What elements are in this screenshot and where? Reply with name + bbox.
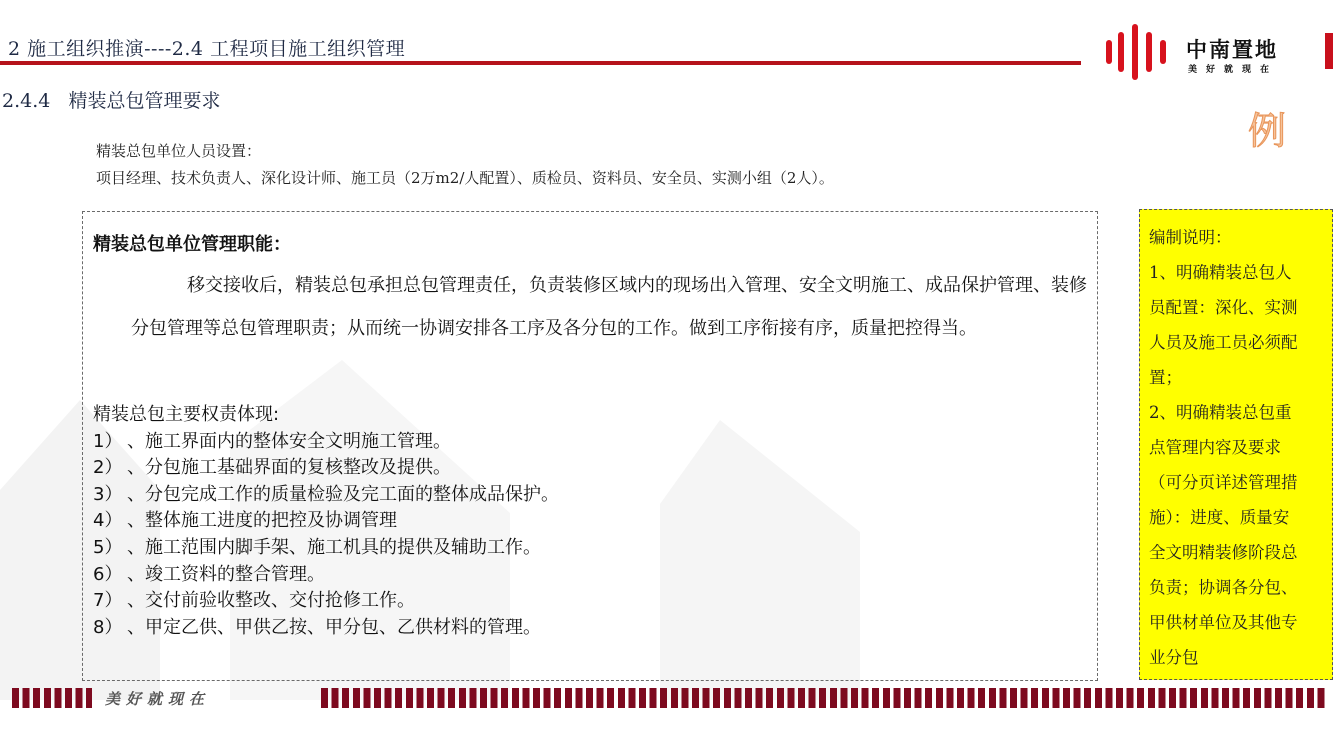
note-line: 置； xyxy=(1149,368,1182,387)
note-line: （可分页详述管理措 xyxy=(1149,473,1298,492)
page-header-title: 2 施工组织推演----2.4 工程项目施工组织管理 xyxy=(8,38,406,60)
section-number: 2.4.4 xyxy=(2,90,51,112)
list-item xyxy=(93,508,559,535)
rights-heading: 精装总包主要权责体现: xyxy=(93,404,280,425)
footer-stripe-right xyxy=(321,688,1325,708)
note-line: 全文明精装修阶段总 xyxy=(1149,543,1298,562)
item-text: 、交付前验收整改、交付抢修工作。 xyxy=(127,590,415,612)
item-number: 2） xyxy=(93,457,123,479)
item-number: 3） xyxy=(93,483,123,505)
note-line: 编制说明： xyxy=(1149,228,1232,247)
item-number: 7） xyxy=(93,590,123,612)
item-number: 5） xyxy=(93,536,123,558)
list-item xyxy=(93,535,559,562)
note-line: 甲供材单位及其他专 xyxy=(1149,613,1298,632)
compilation-note-box xyxy=(1139,209,1333,680)
logo-slogan: 美好就现在 xyxy=(1188,65,1279,75)
item-text: 、分包施工基础界面的复核整改及提供。 xyxy=(127,457,451,479)
item-number: 6） xyxy=(93,563,123,585)
section-title: 精装总包管理要求 xyxy=(68,90,221,112)
list-item xyxy=(93,429,559,456)
note-line: 点管理内容及要求 xyxy=(1149,438,1281,457)
item-number: 4） xyxy=(93,510,123,532)
list-item xyxy=(93,562,559,589)
management-duties-box xyxy=(82,211,1098,681)
sound-wave-bars-icon xyxy=(1104,24,1174,80)
note-line: 施）：进度、质量安 xyxy=(1149,508,1290,527)
note-line: 1、明确精装总包人 xyxy=(1149,263,1292,282)
list-item xyxy=(93,588,559,615)
header-divider xyxy=(0,61,1081,65)
note-line: 2、明确精装总包重 xyxy=(1149,403,1292,422)
duties-paragraph: 移交接收后，精装总包承担总包管理责任，负责装修区域内的现场出入管理、安全文明施工、成品保护管理、装修分包管理等总包管理职责；从而统一协调安排各工序及各分包的工作。做到工序衔接有序，质量把控得当。 xyxy=(131,275,1087,339)
section-heading xyxy=(2,86,221,113)
edge-accent-bar xyxy=(1325,33,1333,69)
footer-slogan: 美好就现在 xyxy=(105,690,211,708)
list-item xyxy=(93,482,559,509)
item-text: 、分包完成工作的质量检验及完工面的整体成品保护。 xyxy=(127,483,559,505)
item-text: 、整体施工进度的把控及协调管理 xyxy=(127,510,397,532)
note-line: 人员及施工员必须配 xyxy=(1149,333,1298,352)
rights-list xyxy=(93,402,559,641)
item-text: 、甲定乙供、甲供乙按、甲分包、乙供材料的管理。 xyxy=(127,616,541,638)
staffing-block xyxy=(96,138,834,192)
item-number: 1） xyxy=(93,430,123,452)
note-line: 员配置：深化、实测 xyxy=(1149,298,1298,317)
item-number: 8） xyxy=(93,616,123,638)
example-stamp-icon: 例 xyxy=(1248,109,1287,153)
item-text: 、施工范围内脚手架、施工机具的提供及辅助工作。 xyxy=(127,536,541,558)
item-text: 、竣工资料的整合管理。 xyxy=(127,563,325,585)
note-line: 负责；协调各分包、 xyxy=(1149,578,1298,597)
list-item xyxy=(93,615,559,642)
duties-heading: 精装总包单位管理职能： xyxy=(93,234,291,255)
staffing-roles: 项目经理、技术负责人、深化设计师、施工员（2万m2/人配置）、质检员、资料员、安全员、实测小组（2人）。 xyxy=(96,169,834,187)
note-line: 业分包 xyxy=(1149,648,1199,667)
logo-name: 中南置地 xyxy=(1186,38,1278,62)
item-text: 、施工界面内的整体安全文明施工管理。 xyxy=(127,430,451,452)
list-item xyxy=(93,455,559,482)
footer-stripe-left xyxy=(12,688,92,708)
staffing-label: 精装总包单位人员设置： xyxy=(96,142,262,160)
